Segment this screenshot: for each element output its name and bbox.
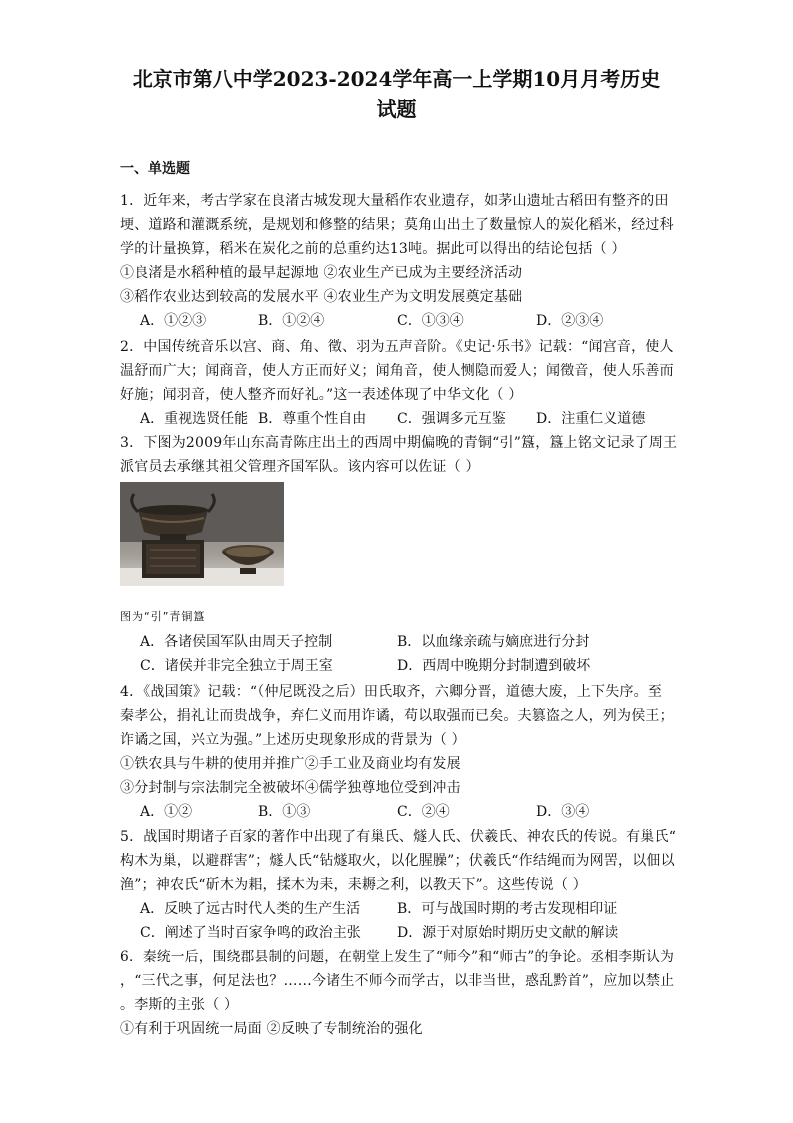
question-6-line: ，“三代之事，何足法也？……今诸生不师今而学古，以非当世，惑乱黔首”，应加以禁止 — [120, 973, 675, 989]
question-2-line: 温舒而广大；闻商音，使人方正而好义；闻角音，使人恻隐而爱人；闻徵音，使人乐善而 — [120, 363, 674, 379]
question-2-option-c[interactable]: C．强调多元互鉴 — [397, 411, 506, 427]
question-6-line: 。李斯的主张（ ） — [120, 997, 239, 1013]
question-4-line: 秦孝公，捐礼让而贵战争，弃仁义而用诈谲，苟以取强而已矣。夫篡盗之人，列为侯王； — [120, 708, 674, 724]
question-1-line: 埂、道路和灌溉系统，是规划和修整的结果；莫角山出土了数量惊人的炭化稻米，经过科 — [120, 217, 674, 233]
question-5-option-d[interactable]: D．源于对原始时期历史文献的解读 — [397, 925, 619, 941]
question-3-option-c[interactable]: C．诸侯并非完全独立于周王室 — [140, 658, 333, 674]
question-5-line: 5．战国时期诸子百家的著作中出现了有巢氏、燧人氏、伏羲氏、神农氏的传说。有巢氏“ — [120, 829, 677, 845]
question-1-statement: ①良渚是水稻种植的最早起源地 ②农业生产已成为主要经济活动 — [120, 265, 523, 281]
question-2-line: 2．中国传统音乐以宫、商、角、徵、羽为五声音阶。《史记·乐书》记载：“闻宫音，使人 — [120, 339, 674, 355]
question-1-statement: ③稻作农业达到较高的发展水平 ④农业生产为文明发展奠定基础 — [120, 289, 523, 305]
page-title-continued: 试题 — [376, 97, 417, 121]
question-4-line: 4．《战国策》记载：“（仲尼既没之后）田氏取齐，六卿分晋，道德大废，上下失序。至 — [120, 684, 663, 700]
question-1-option-b[interactable]: B．①②④ — [258, 313, 325, 329]
question-5-line: 构木为巢，以避群害”；燧人氏“钻燧取火，以化腥臊”；伏羲氏“作结绳而为网罟，以佃以 — [120, 853, 675, 869]
question-3-option-a[interactable]: A．各诸侯国军队由周天子控制 — [140, 634, 333, 650]
question-1-option-c[interactable]: C．①③④ — [397, 313, 464, 329]
question-1-option-d[interactable]: D．②③④ — [536, 313, 604, 329]
figure-caption: 图为“引”青铜簋 — [120, 610, 206, 623]
page-title: 北京市第八中学2023-2024学年高一上学期10月月考历史 — [132, 67, 661, 91]
question-5-option-b[interactable]: B．可与战国时期的考古发现相印证 — [397, 901, 618, 917]
question-2-option-a[interactable]: A．重视选贤任能 — [140, 411, 249, 427]
bronze-gui-photo — [120, 482, 284, 586]
question-6-line: 6．秦统一后，围绕郡县制的问题，在朝堂上发生了“师今”和“师古”的争论。丞相李斯认为 — [120, 949, 675, 965]
question-1-line: 1．近年来，考古学家在良渚古城发现大量稻作农业遗存，如茅山遗址古稻田有整齐的田 — [120, 193, 669, 209]
question-5-line: 渔”；神农氏“斫木为耜，揉木为耒，耒耨之利，以教天下”。这些传说（ ） — [120, 877, 587, 893]
question-2-option-d[interactable]: D．注重仁义道德 — [536, 411, 646, 427]
question-3-option-d[interactable]: D．西周中晚期分封制遭到破坏 — [397, 658, 591, 674]
question-5-option-c[interactable]: C．阐述了当时百家争鸣的政治主张 — [140, 925, 361, 941]
question-4-option-a[interactable]: A．①② — [140, 804, 193, 820]
question-4-statement: ①铁农具与牛耕的使用并推广②手工业及商业均有发展 — [120, 756, 461, 772]
question-4-option-d[interactable]: D．③④ — [536, 804, 590, 820]
question-4-option-c[interactable]: C．②④ — [397, 804, 450, 820]
section-heading: 一、单选题 — [120, 161, 190, 177]
question-1-option-a[interactable]: A．①②③ — [140, 313, 207, 329]
question-3-line: 派官员去承继其祖父管理齐国军队。该内容可以佐证（ ） — [120, 459, 480, 475]
bronze-vessels-illustration — [120, 482, 284, 586]
question-4-line: 诈谲之国，兴立为强。”上述历史现象形成的背景为（ ） — [120, 732, 466, 748]
question-6-statement: ①有利于巩固统一局面 ②反映了专制统治的强化 — [120, 1021, 423, 1037]
question-3-option-b[interactable]: B．以血缘亲疏与嫡庶进行分封 — [397, 634, 590, 650]
question-2-line: 好施；闻羽音，使人整齐而好礼。”这一表述体现了中华文化（ ） — [120, 387, 523, 403]
question-3-line: 3．下图为2009年山东高青陈庄出土的西周中期偏晚的青铜“引”簋，簋上铭文记录了周王 — [120, 435, 678, 451]
question-4-statement: ③分封制与宗法制完全被破坏④儒学独尊地位受到冲击 — [120, 780, 461, 796]
question-5-option-a[interactable]: A．反映了远古时代人类的生产生活 — [140, 901, 361, 917]
question-1-line: 学的计量换算，稻米在炭化之前的总重约达13吨。据此可以得出的结论包括（ ） — [120, 241, 626, 257]
question-2-option-b[interactable]: B．尊重个性自由 — [258, 411, 367, 427]
question-4-option-b[interactable]: B．①③ — [258, 804, 311, 820]
